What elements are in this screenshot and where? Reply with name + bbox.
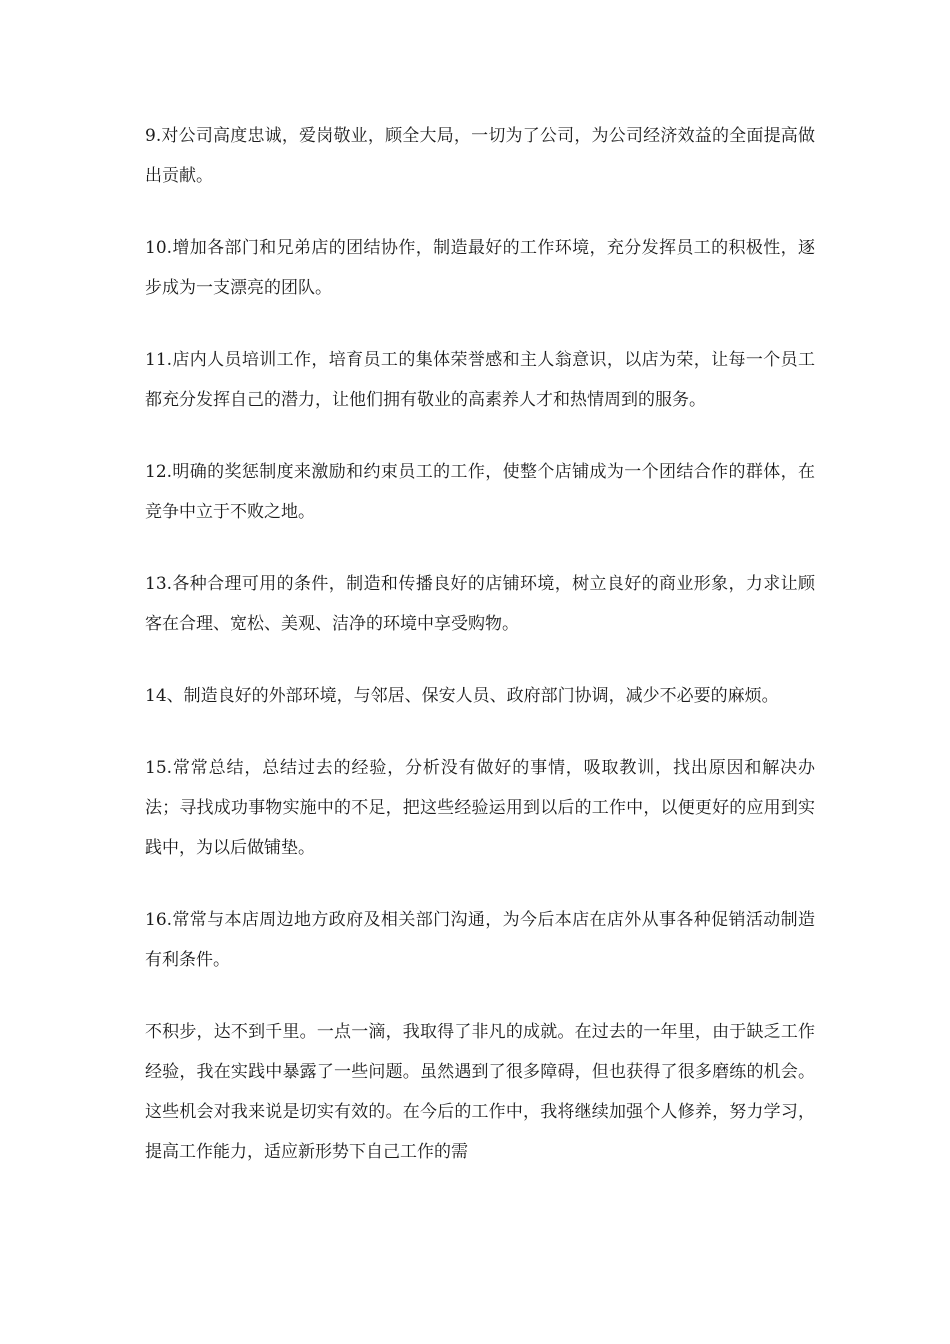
paragraph-item-10: 10.增加各部门和兄弟店的团结协作，制造最好的工作环境，充分发挥员工的积极性，逐步成为一支漂亮的团队。 — [145, 238, 815, 298]
paragraph-item-14: 14、制造良好的外部环境，与邻居、保安人员、政府部门协调，减少不必要的麻烦。 — [145, 686, 779, 706]
paragraph-item-12: 12.明确的奖惩制度来激励和约束员工的工作，使整个店铺成为一个团结合作的群体，在竞争中立于不败之地。 — [145, 462, 815, 522]
document-body — [145, 116, 815, 1204]
paragraph-closing: 不积步，达不到千里。一点一滴，我取得了非凡的成就。在过去的一年里，由于缺乏工作经验，我在实践中暴露了一些问题。虽然遇到了很多障碍，但也获得了很多磨练的机会。这些机会对我来说是切实有效的。在今后的工作中，我将继续加强个人修养，努力学习，提高工作能力，适应新形势下自己工作的需 — [145, 1022, 815, 1162]
paragraph-item-13: 13.各种合理可用的条件，制造和传播良好的店铺环境，树立良好的商业形象，力求让顾客在合理、宽松、美观、洁净的环境中享受购物。 — [145, 574, 815, 634]
paragraph-item-11: 11.店内人员培训工作，培育员工的集体荣誉感和主人翁意识，以店为荣，让每一个员工都充分发挥自己的潜力，让他们拥有敬业的高素养人才和热情周到的服务。 — [145, 350, 815, 410]
paragraph-item-9: 9.对公司高度忠诚，爱岗敬业，顾全大局，一切为了公司，为公司经济效益的全面提高做出贡献。 — [145, 126, 815, 186]
paragraph-item-16: 16.常常与本店周边地方政府及相关部门沟通，为今后本店在店外从事各种促销活动制造有利条件。 — [145, 910, 815, 970]
paragraph-item-15: 15.常常总结，总结过去的经验，分析没有做好的事情，吸取教训，找出原因和解决办法；寻找成功事物实施中的不足，把这些经验运用到以后的工作中，以便更好的应用到实践中，为以后做铺垫。 — [145, 758, 815, 858]
